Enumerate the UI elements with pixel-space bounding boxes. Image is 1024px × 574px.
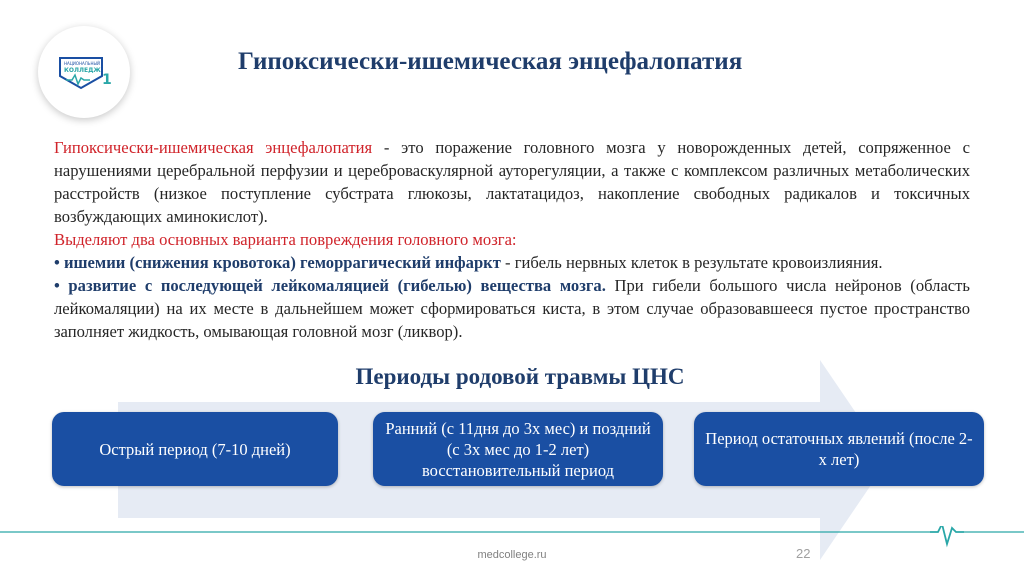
period-box-recovery bbox=[373, 412, 663, 486]
page-title: Гипоксически-ишемическая энцефалопатия bbox=[238, 48, 743, 75]
logo-name: КОЛЛЕДЖ bbox=[64, 67, 101, 74]
logo-digit: 1 bbox=[102, 72, 112, 88]
body-text bbox=[54, 136, 970, 343]
logo-small-text: НАЦИОНАЛЬНЫЙ bbox=[64, 61, 101, 66]
footer-url: medcollege.ru bbox=[477, 549, 547, 561]
bullet-1 bbox=[54, 251, 970, 274]
periods-title: Периоды родовой травмы ЦНС bbox=[355, 364, 685, 389]
bullet-1-bold: • ишемии (снижения кровотока) геморрагический инфаркт bbox=[54, 253, 501, 272]
period-label-residual: Период остаточных явлений (после 2-х лет) bbox=[705, 429, 973, 469]
period-label-recovery: Ранний (с 11дня до 3х мес) и поздний (с 3х мес до 1-2 лет) восстановительный период bbox=[385, 418, 651, 480]
bullet-2 bbox=[54, 274, 970, 343]
variants-heading: Выделяют два основных варианта повреждения головного мозга: bbox=[54, 230, 517, 249]
bullet-1-rest: - гибель нервных клеток в результате кровоизлияния. bbox=[500, 253, 883, 272]
intro-term: Гипоксически-ишемическая энцефалопатия bbox=[54, 138, 373, 157]
intro-rest: - это поражение головного мозга у новорожденных детей, сопряженное с нарушениями церебральной перфузии и цереброваскулярной ауторегуляции, а также с комплексом различных метаболических расстройств (низкое поступление субстрата глюкозы, лактатацидоз, накопление свободных радикалов и токсичных возбуждающих аминокислот). bbox=[54, 138, 971, 226]
page-number: 22 bbox=[796, 546, 811, 561]
intro-paragraph bbox=[54, 136, 970, 228]
bullet-2-bold: • развитие с последующей лейкомаляцией (гибелью) вещества мозга. bbox=[54, 276, 606, 295]
logo-icon bbox=[58, 56, 112, 90]
bullet-2-rest: При гибели большого числа нейронов (область лейкомаляции) на их месте в дальнейшем может сформироваться киста, в этом случае образовавшееся пустое пространство заполняет жидкость, омывающая головной мозг (ликвор). bbox=[54, 276, 970, 341]
period-box-acute bbox=[52, 412, 338, 486]
college-logo bbox=[38, 26, 130, 118]
period-box-residual bbox=[694, 412, 984, 486]
period-label-acute: Острый период (7-10 дней) bbox=[99, 439, 291, 459]
